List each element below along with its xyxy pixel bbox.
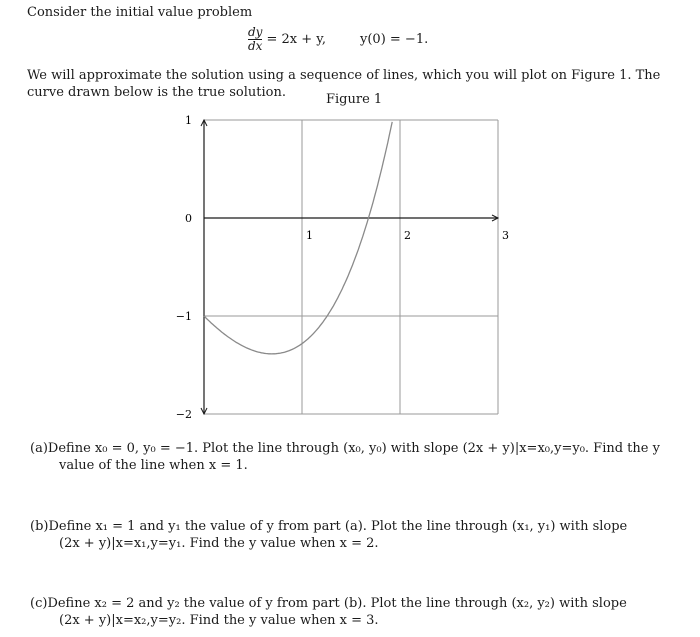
- true-solution-curve: [204, 122, 392, 354]
- part-a-line2: value of the line when x = 1.: [59, 458, 248, 473]
- x-tick-label: 1: [306, 229, 313, 242]
- figure-caption: Figure 1: [326, 92, 383, 107]
- part-b-line1: Define x₁ = 1 and y₁ the value of y from part (a). Plot the line through (x₁, y₁) with slope: [48, 519, 628, 534]
- chart-grid: [204, 120, 498, 414]
- part-b: [30, 518, 670, 552]
- instructions-paragraph: We will approximate the solution using a sequence of lines, which you will plot on Figure 1. The curve drawn below is the true solution.: [27, 68, 661, 100]
- part-a-line1: Define x₀ = 0, y₀ = −1. Plot the line through (x₀, y₀) with slope (2x + y)|x=x₀,y=y₀. Find the y: [47, 441, 660, 456]
- part-c-line2: (2x + y)|x=x₂,y=y₂. Find the y value when x = 3.: [59, 613, 379, 628]
- part-b-line2: (2x + y)|x=x₁,y=y₁. Find the y value when x = 2.: [59, 536, 379, 551]
- part-c-line1: Define x₂ = 2 and y₂ the value of y from part (b). Plot the line through (x₂, y₂) with slope: [47, 596, 627, 611]
- chart-axes: [201, 120, 498, 414]
- y-tick-label: 0: [185, 212, 192, 225]
- intro-text: Consider the initial value problem: [27, 5, 253, 20]
- part-a-label: (a): [30, 441, 48, 456]
- part-a: [30, 440, 670, 474]
- part-b-label: (b): [30, 519, 49, 534]
- equation-rhs: = 2x + y,: [266, 32, 327, 47]
- initial-condition: y(0) = −1.: [360, 32, 429, 47]
- x-tick-label: 2: [404, 229, 411, 242]
- y-tick-label: −2: [175, 408, 192, 421]
- part-c-label: (c): [30, 596, 48, 611]
- fraction-numerator: dy: [248, 25, 263, 39]
- y-tick-label: 1: [185, 114, 192, 127]
- fraction-denominator: dx: [248, 39, 263, 53]
- x-tick-label: 3: [502, 229, 509, 242]
- y-tick-label: −1: [175, 310, 192, 323]
- chart-tick-labels: [176, 114, 509, 421]
- part-c: [30, 595, 670, 629]
